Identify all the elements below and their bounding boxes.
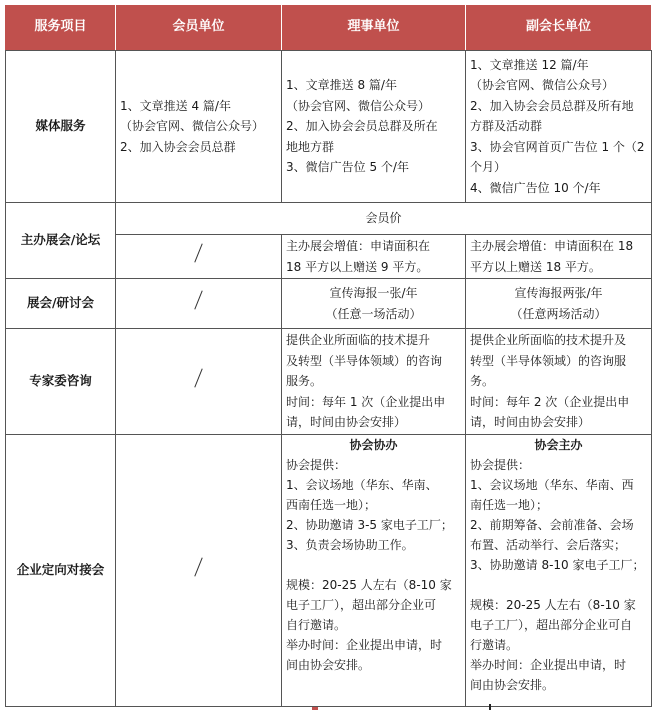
text-line: （任意一场活动） [325, 306, 422, 321]
service-name: 展会/研讨会 [6, 279, 116, 329]
text-line: 方群及活动群 [470, 119, 543, 134]
text-line: 1、会议场地（华东、华南、 [286, 478, 438, 492]
text-line: 举办时间：企业提出申请，时 [286, 638, 443, 652]
text-line: 1、文章推送 8 篇/年 [286, 78, 397, 93]
text-line: 宣传海报一张/年 [329, 286, 418, 300]
text-line: 平方以上赠送 18 平方。 [470, 259, 601, 274]
expo-member-cell [116, 235, 282, 279]
text-line: 2、加入协会会员总群及所有地 [470, 98, 634, 113]
text-line: 规模：20-25 人左右（8-10 家 [286, 578, 452, 592]
text-line: 4、微信广告位 10 个/年 [470, 180, 601, 195]
text-line: 服务。 [286, 374, 323, 389]
consult-vice-cell [466, 329, 652, 435]
row-consult [6, 329, 652, 435]
cell-title: 协会主办 [534, 438, 583, 452]
not-applicable-mark [194, 558, 202, 577]
text-line: （协会官网、微信公众号） [286, 98, 431, 113]
cell-title: 协会协办 [349, 438, 398, 452]
consult-director-cell [282, 329, 466, 435]
header-service: 服务项目 [6, 5, 116, 51]
text-line: 提供企业所面临的技术提升及 [470, 333, 627, 348]
text-line: （协会官网、微信公众号） [470, 78, 615, 93]
matchmaking-vice-cell [466, 435, 652, 707]
expo-director-cell [282, 235, 466, 279]
text-line: 规模：20-25 人左右（8-10 家 [470, 598, 636, 612]
text-line: 电子工厂），超出部分企业可 [286, 598, 437, 612]
text-line: 2、前期筹备、会前准备、会场 [470, 518, 634, 532]
text-line: 请，时间由协会安排） [286, 415, 407, 430]
text-line: 请，时间由协会安排） [470, 415, 591, 430]
header-director: 理事单位 [282, 5, 466, 51]
text-line: 及转型（半导体领域）的咨询 [286, 353, 443, 368]
matchmaking-member-cell [116, 435, 282, 707]
text-line: 时间：每年 1 次（企业提出申 [286, 394, 446, 409]
member-price-label: 会员价 [116, 203, 652, 235]
expo-vice-cell [466, 235, 652, 279]
text-line: 协会提供： [470, 458, 531, 472]
header-row [6, 5, 652, 51]
text-line: 间由协会安排。 [286, 658, 371, 672]
text-line: 主办展会增值：申请面积在 [286, 239, 431, 253]
text-line: （任意两场活动） [510, 306, 607, 321]
header-member: 会员单位 [116, 5, 282, 51]
text-line: 3、协会官网首页广告位 1 个（2 [470, 139, 645, 154]
text-line: 提供企业所面临的技术提升 [286, 333, 431, 348]
text-line: 南任选一地）； [470, 498, 549, 512]
text-line: 3、微信广告位 5 个/年 [286, 160, 409, 175]
header-vice: 副会长单位 [466, 5, 652, 51]
text-line: 自行邀请。 [286, 618, 347, 632]
seminar-vice-cell [466, 279, 652, 329]
text-line: 务。 [470, 374, 495, 389]
not-applicable-mark [194, 291, 202, 310]
text-line: 18 平方以上赠送 9 平方。 [286, 259, 429, 274]
text-line: 布置、活动举行、会后落实； [470, 538, 627, 552]
row-expo-price [6, 203, 652, 235]
text-line: 主办展会增值：申请面积在 18 [470, 239, 634, 253]
text-line: 3、负责会场协助工作。 [286, 538, 414, 552]
row-matchmaking [6, 435, 652, 707]
media-director-cell [282, 51, 466, 203]
text-line: 地地方群 [286, 139, 335, 154]
service-name: 媒体服务 [6, 51, 116, 203]
row-seminar [6, 279, 652, 329]
text-line: （协会官网、微信公众号） [120, 119, 265, 134]
text-line: 1、文章推送 12 篇/年 [470, 57, 589, 72]
text-line: 2、加入协会会员总群 [120, 139, 236, 154]
text-line: 2、加入协会会员总群及所在 [286, 119, 438, 134]
text-line: 1、会议场地（华东、华南、西 [470, 478, 634, 492]
text-line: 时间：每年 2 次（企业提出申 [470, 394, 630, 409]
text-line: 转型（半导体领域）的咨询服 [470, 353, 627, 368]
service-name: 主办展会/论坛 [6, 203, 116, 279]
text-line: 3、协助邀请 8-10 家电子工厂； [470, 558, 645, 572]
service-name: 企业定向对接会 [6, 435, 116, 707]
text-line: 电子工厂），超出部分企业可自 [470, 618, 633, 632]
row-media [6, 51, 652, 203]
seminar-member-cell [116, 279, 282, 329]
text-line: 西南任选一地）； [286, 498, 377, 512]
text-line: 1、文章推送 4 篇/年 [120, 98, 231, 113]
service-table [5, 4, 652, 707]
blank-line [286, 555, 461, 575]
service-name: 专家委咨询 [6, 329, 116, 435]
media-member-cell [116, 51, 282, 203]
seminar-director-cell [282, 279, 466, 329]
text-line: 2、协助邀请 3-5 家电子工厂； [286, 518, 453, 532]
text-line: 举办时间：企业提出申请，时 [470, 658, 627, 672]
not-applicable-mark [194, 244, 202, 263]
text-line: 协会提供： [286, 458, 347, 472]
not-applicable-mark [194, 369, 202, 388]
text-line: 间由协会安排。 [470, 678, 555, 692]
text-line: 宣传海报两张/年 [514, 286, 603, 300]
media-vice-cell [466, 51, 652, 203]
cursor-mark [489, 704, 491, 710]
text-line: 行邀请。 [470, 638, 519, 652]
consult-member-cell [116, 329, 282, 435]
blank-line [470, 575, 647, 595]
matchmaking-director-cell [282, 435, 466, 707]
text-line: 个月） [470, 160, 507, 175]
